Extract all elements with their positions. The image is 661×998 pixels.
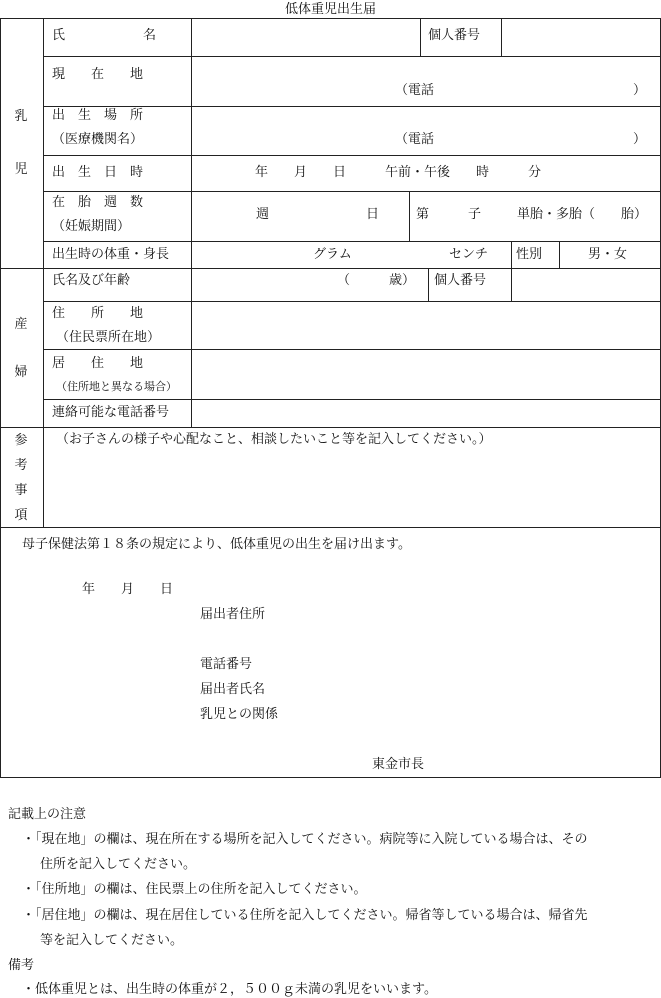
infant-my-number-field[interactable] bbox=[503, 20, 658, 54]
declaration-date[interactable]: 年 月 日 bbox=[82, 582, 174, 597]
infant-address-label: 現 在 地 bbox=[52, 67, 144, 82]
relation-label: 乳児との関係 bbox=[200, 707, 279, 722]
remark-heading: 備考 bbox=[8, 958, 35, 973]
addressee: 東金市長 bbox=[372, 757, 425, 772]
mother-my-number-label: 個人番号 bbox=[434, 273, 487, 288]
notifier-name-label: 届出者氏名 bbox=[200, 682, 266, 697]
note-item: 住所を記入してください。 bbox=[40, 857, 197, 872]
col-divider bbox=[409, 191, 410, 241]
col-divider bbox=[511, 268, 512, 301]
notifier-phone-label: 電話番号 bbox=[200, 657, 253, 672]
weight-height-label: 出生時の体重・身長 bbox=[52, 247, 170, 262]
birth-order[interactable]: 第 子 bbox=[416, 207, 482, 222]
birthplace-phone: （電話 bbox=[395, 132, 435, 147]
section-label-remarks-4: 項 bbox=[14, 508, 28, 523]
infant-my-number-label: 個人番号 bbox=[428, 28, 481, 43]
form-title: 低体重児出生届 bbox=[284, 2, 376, 17]
multiple-birth[interactable]: 単胎・多胎（ 胎） bbox=[517, 207, 648, 222]
remarks-instruction: （お子さんの様子や心配なこと、相談したいこと等を記入してください。） bbox=[56, 432, 492, 447]
section-label-mother-1: 産 bbox=[14, 317, 28, 332]
row-divider bbox=[43, 155, 660, 156]
notes-heading: 記載上の注意 bbox=[8, 807, 87, 822]
section-label-remarks-1: 参 bbox=[14, 433, 28, 448]
mother-address-field[interactable] bbox=[193, 302, 658, 347]
sex-options[interactable]: 男・女 bbox=[588, 247, 628, 262]
section-label-infant-1: 乳 bbox=[14, 109, 28, 124]
section-label-remarks-2: 考 bbox=[14, 458, 28, 473]
birthdate-fields[interactable]: 年 月 日 午前・午後 時 分 bbox=[255, 165, 542, 180]
gestation-day[interactable]: 日 bbox=[366, 207, 380, 222]
mother-address-sublabel: （住民票所在地） bbox=[56, 330, 161, 345]
section-divider bbox=[1, 427, 660, 428]
section-label-mother-2: 婦 bbox=[14, 365, 28, 380]
col-divider bbox=[501, 19, 502, 56]
note-item: 等を記入してください。 bbox=[40, 933, 184, 948]
declaration-statement: 母子保健法第１８条の規定により、低体重児の出生を届け出ます。 bbox=[22, 537, 411, 552]
gestation-week[interactable]: 週 bbox=[256, 207, 270, 222]
birthplace-phone-close: ） bbox=[633, 132, 647, 147]
birthdate-label: 出 生 日 時 bbox=[52, 165, 144, 180]
col-divider bbox=[428, 268, 429, 301]
mother-phone-label: 連絡可能な電話番号 bbox=[52, 405, 170, 420]
section-divider bbox=[1, 268, 660, 269]
note-item: ・「居住地」の欄は、現在居住している住所を記入してください。帰省等している場合は、帰省先 bbox=[22, 908, 588, 923]
infant-name-field[interactable] bbox=[193, 20, 417, 54]
col-divider bbox=[511, 241, 512, 268]
height-unit[interactable]: センチ bbox=[449, 247, 489, 262]
note-item: ・「住所地」の欄は、住民票上の住所を記入してください。 bbox=[22, 882, 367, 897]
mother-my-number-field[interactable] bbox=[513, 270, 658, 298]
sex-label: 性別 bbox=[516, 247, 543, 262]
section-label-infant-2: 児 bbox=[14, 162, 28, 177]
birthplace-sublabel: （医療機関名） bbox=[52, 132, 144, 147]
note-item: ・「現在地」の欄は、現在所在する場所を記入してください。病院等に入院している場合は、その bbox=[22, 832, 588, 847]
remarks-field[interactable] bbox=[46, 450, 658, 524]
gestation-label: 在 胎 週 数 bbox=[52, 195, 144, 210]
notifier-address-label: 届出者住所 bbox=[200, 607, 266, 622]
infant-address-phone: （電話 bbox=[395, 83, 435, 98]
col-divider bbox=[43, 19, 44, 527]
mother-residence-label: 居 住 地 bbox=[52, 356, 144, 371]
birthplace-label: 出 生 場 所 bbox=[52, 108, 144, 123]
col-divider bbox=[420, 19, 421, 56]
mother-residence-field[interactable] bbox=[193, 350, 658, 397]
section-divider bbox=[1, 527, 660, 528]
section-label-remarks-3: 事 bbox=[14, 483, 28, 498]
gestation-sublabel: （妊娠期間） bbox=[52, 219, 131, 234]
col-divider bbox=[191, 19, 192, 427]
mother-address-label: 住 所 地 bbox=[52, 306, 144, 321]
mother-phone-field[interactable] bbox=[193, 400, 658, 425]
row-divider bbox=[43, 191, 660, 192]
infant-name-label: 氏 名 bbox=[52, 28, 157, 43]
infant-address-phone-close: ） bbox=[633, 83, 647, 98]
col-divider bbox=[559, 241, 560, 268]
remark-item: ・低体重児とは、出生時の体重が２，５００ｇ未満の乳児をいいます。 bbox=[22, 982, 437, 997]
mother-age-field[interactable]: （ 歳） bbox=[337, 273, 416, 288]
row-divider bbox=[43, 241, 660, 242]
mother-residence-sublabel: （住所地と異なる場合） bbox=[56, 380, 177, 393]
mother-name-age-label: 氏名及び年齢 bbox=[52, 273, 131, 288]
weight-unit[interactable]: グラム bbox=[313, 247, 352, 262]
